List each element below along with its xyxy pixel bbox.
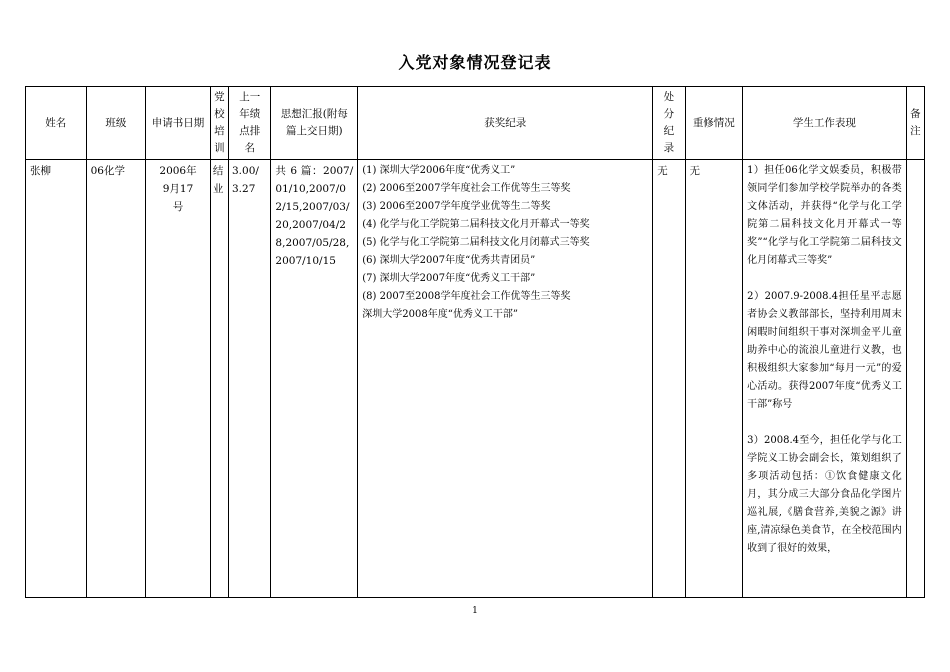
cell-gpa-rank: 3.00/3.27 [229, 160, 271, 598]
award-item: (5) 化学与化工学院第二届科技文化月闭幕式三等奖 [362, 237, 590, 248]
cell-party-school: 结业 [210, 160, 228, 598]
header-name: 姓名 [26, 87, 87, 160]
award-item: 深圳大学2008年度“优秀义工干部” [362, 309, 518, 320]
cell-class: 06化学 [86, 160, 146, 598]
cell-name: 张柳 [26, 160, 87, 598]
registration-table [25, 86, 925, 598]
award-item: (7) 深圳大学2007年度“优秀义工干部” [362, 273, 536, 284]
award-item: (3) 2006至2007学年度学业优等生二等奖 [362, 201, 551, 212]
header-thought-report: 思想汇报(附每篇上交日期) [271, 87, 358, 160]
cell-remarks [906, 160, 924, 598]
header-gpa-rank: 上一年绩点排名 [229, 87, 271, 160]
header-awards: 获奖纪录 [358, 87, 653, 160]
work-item: 3）2008.4至今，担任化学与化工学院义工协会副会长，策划组织了多项活动包括：①饮食健康文化月，其分成三大部分食品化学图片巡礼展,《膳食营养,美貌之源》讲座,清凉绿色美食节，在全校范围内收到了很好的效果， [747, 435, 902, 554]
header-party-school: 党校培训 [210, 87, 228, 160]
header-remarks: 备注 [906, 87, 924, 160]
cell-awards [358, 160, 653, 598]
cell-discipline: 无 [653, 160, 685, 598]
award-item: (6) 深圳大学2007年度“优秀共青团员” [362, 255, 536, 266]
header-work: 学生工作表现 [743, 87, 907, 160]
header-application-date: 申请书日期 [146, 87, 211, 160]
page-number: 1 [472, 606, 478, 616]
work-item: 2）2007.9-2008.4担任星平志愿者协会义教部部长，坚持利用周末闲暇时间组织干事对深圳金平儿童助养中心的流浪儿童进行义教，也积极组织大家参加“每月一元”的爱心活动。获得2007年度“优秀义工干部”称号 [747, 291, 902, 410]
award-item: (4) 化学与化工学院第二届科技文化月开幕式一等奖 [362, 219, 590, 230]
cell-thought-report: 共 6 篇：2007/01/10,2007/02/15,2007/03/20,2007/04/28,2007/05/28,2007/10/15 [271, 160, 358, 598]
table-row [26, 160, 925, 598]
cell-application-date: 2006年9月17号 [146, 160, 211, 598]
header-discipline: 处分纪录 [653, 87, 685, 160]
award-item: (8) 2007至2008学年度社会工作优等生三等奖 [362, 291, 571, 302]
cell-retake: 无 [685, 160, 743, 598]
award-item: (2) 2006至2007学年度社会工作优等生三等奖 [362, 183, 571, 194]
page-title: 入党对象情况登记表 [398, 53, 552, 72]
header-row [26, 87, 925, 160]
work-item: 1）担任06化学文娱委员，积极带领同学们参加学校学院举办的各类文体活动，并获得“化学与化工学院第二届科技文化月开幕式一等奖”“化学与化工学院第二届科技文化月闭幕式三等奖” [747, 165, 902, 266]
cell-work [743, 160, 907, 598]
header-retake: 重修情况 [685, 87, 743, 160]
header-class: 班级 [86, 87, 146, 160]
award-item: (1) 深圳大学2006年度“优秀义工” [362, 165, 516, 176]
